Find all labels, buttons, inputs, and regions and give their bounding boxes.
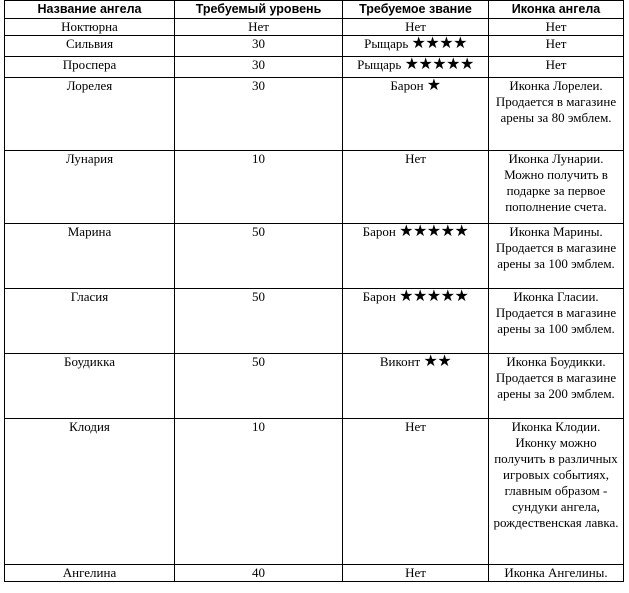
rank-title: Виконт bbox=[379, 354, 421, 369]
rank-stars-icon: ★ bbox=[426, 77, 441, 94]
required-rank bbox=[343, 289, 489, 354]
rank-title: Барон bbox=[362, 289, 396, 304]
angel-name: Сильвия bbox=[5, 36, 175, 57]
rank-title: Барон bbox=[362, 224, 396, 239]
angel-name: Гласия bbox=[5, 289, 175, 354]
required-level: 30 bbox=[175, 36, 343, 57]
required-rank bbox=[343, 19, 489, 36]
angel-name: Лорелея bbox=[5, 78, 175, 151]
required-level: 40 bbox=[175, 565, 343, 582]
angel-icon-info: Иконка Гласии. Продается в магазине арены за 100 эмблем. bbox=[489, 289, 624, 354]
angel-icon-info: Иконка Лорелеи. Продается в магазине арены за 80 эмблем. bbox=[489, 78, 624, 151]
angel-icon-info: Нет bbox=[489, 57, 624, 78]
required-rank bbox=[343, 57, 489, 78]
angels-table bbox=[4, 0, 624, 582]
angel-name: Ноктюрна bbox=[5, 19, 175, 36]
required-rank bbox=[343, 78, 489, 151]
rank-title: Нет bbox=[405, 565, 426, 580]
required-level: 50 bbox=[175, 224, 343, 289]
required-rank bbox=[343, 419, 489, 565]
required-level: Нет bbox=[175, 19, 343, 36]
angel-icon-info: Нет bbox=[489, 19, 624, 36]
rank-stars-icon: ★★★★★ bbox=[399, 288, 469, 305]
rank-title: Нет bbox=[405, 419, 426, 434]
table-row bbox=[5, 151, 624, 224]
required-level: 10 bbox=[175, 151, 343, 224]
header-required-rank: Требуемое звание bbox=[343, 1, 489, 19]
rank-stars-icon: ★★★★★ bbox=[404, 56, 474, 73]
header-angel-name: Название ангела bbox=[5, 1, 175, 19]
angel-icon-info: Иконка Ангелины. bbox=[489, 565, 624, 582]
angel-name: Ангелина bbox=[5, 565, 175, 582]
angel-icon-info: Иконка Боудикки. Продается в магазине арены за 200 эмблем. bbox=[489, 354, 624, 419]
table-row bbox=[5, 36, 624, 57]
header-required-level: Требуемый уровень bbox=[175, 1, 343, 19]
rank-stars-icon: ★★★★ bbox=[411, 35, 467, 52]
required-level: 50 bbox=[175, 354, 343, 419]
required-level: 30 bbox=[175, 57, 343, 78]
table-row bbox=[5, 57, 624, 78]
table-row bbox=[5, 19, 624, 36]
required-rank bbox=[343, 36, 489, 57]
angel-icon-info: Иконка Марины. Продается в магазине арены за 100 эмблем. bbox=[489, 224, 624, 289]
angel-name: Марина bbox=[5, 224, 175, 289]
required-rank bbox=[343, 151, 489, 224]
required-level: 30 bbox=[175, 78, 343, 151]
required-rank bbox=[343, 354, 489, 419]
table-header-row bbox=[5, 1, 624, 19]
required-level: 50 bbox=[175, 289, 343, 354]
header-angel-icon: Иконка ангела bbox=[489, 1, 624, 19]
table-row bbox=[5, 565, 624, 582]
required-level: 10 bbox=[175, 419, 343, 565]
angel-name: Клодия bbox=[5, 419, 175, 565]
required-rank bbox=[343, 565, 489, 582]
table-row bbox=[5, 78, 624, 151]
table-row bbox=[5, 419, 624, 565]
rank-title: Рыщарь bbox=[357, 57, 402, 72]
angel-name: Боудикка bbox=[5, 354, 175, 419]
rank-stars-icon: ★★ bbox=[423, 353, 452, 370]
table-row bbox=[5, 289, 624, 354]
angel-name: Лунария bbox=[5, 151, 175, 224]
rank-stars-icon: ★★★★★ bbox=[399, 223, 469, 240]
angel-icon-info: Иконка Лунарии. Можно получить в подарке за первое пополнение счета. bbox=[489, 151, 624, 224]
angel-icon-info: Иконка Клодии. Иконку можно получить в различных игровых событиях, главным образом - сундуки ангела, рождественская лавка. bbox=[489, 419, 624, 565]
rank-title: Нет bbox=[405, 151, 426, 166]
rank-title: Рыщарь bbox=[364, 36, 409, 51]
rank-title: Нет bbox=[405, 19, 426, 34]
rank-title: Барон bbox=[390, 78, 424, 93]
required-rank bbox=[343, 224, 489, 289]
table-row bbox=[5, 224, 624, 289]
angel-name: Проспера bbox=[5, 57, 175, 78]
table-row bbox=[5, 354, 624, 419]
angel-icon-info: Нет bbox=[489, 36, 624, 57]
